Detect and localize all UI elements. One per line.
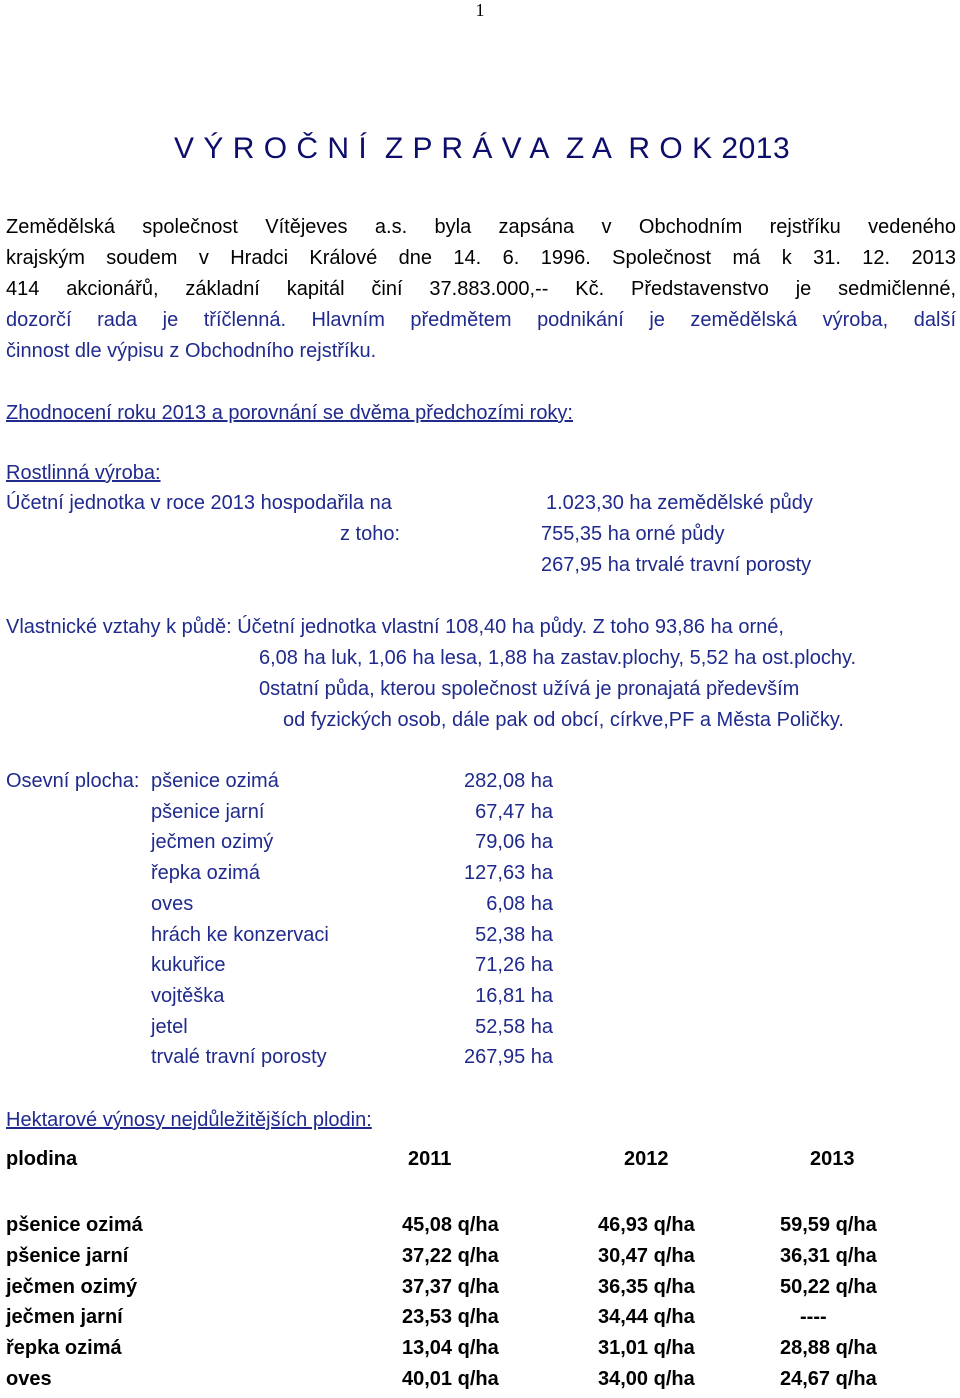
row-yield-value: 24,67 q/ha	[780, 1368, 877, 1390]
sown-crop-name: ječmen ozimý	[151, 831, 274, 854]
sown-crop-area: 71,26 ha	[475, 954, 553, 977]
sown-crop-area: 79,06 ha	[475, 831, 553, 854]
intro-line: dozorčí rada je tříčlenná. Hlavním předmětem podnikání je zemědělská výroba, další	[6, 309, 956, 331]
sown-crop-area: 16,81 ha	[475, 984, 553, 1007]
sown-crop-area: 6,08 ha	[486, 892, 553, 915]
sown-crop-name: pšenice ozimá	[151, 770, 279, 792]
table-row	[0, 1337, 960, 1367]
row-crop-name: pšenice jarní	[6, 1244, 129, 1267]
intro-line: Zemědělská společnost Vítějeves a.s. byla zapsána v Obchodním rejstříku vedeného	[6, 216, 956, 238]
ownership-line: Vlastnické vztahy k půdě: Účetní jednotka vlastní 108,40 ha půdy. Z toho 93,86 ha orné,	[6, 616, 784, 638]
row-yield-value: 28,88 q/ha	[780, 1337, 877, 1360]
land-label: Účetní jednotka v roce 2013 hospodařila na	[6, 492, 392, 514]
table-row	[0, 1368, 960, 1398]
row-crop-name: oves	[6, 1368, 52, 1390]
row-yield-value: 13,04 q/ha	[402, 1337, 499, 1360]
table-row	[0, 1276, 960, 1306]
row-yield-value: 37,22 q/ha	[402, 1244, 499, 1267]
row-yield-value: 23,53 q/ha	[402, 1306, 499, 1329]
sown-crop-area: 127,63 ha	[464, 862, 553, 885]
sown-crop-name: jetel	[151, 1015, 188, 1038]
intro-line: krajským soudem v Hradci Králové dne 14. 6. 1996. Společnost má k 31. 12. 2013	[6, 247, 956, 269]
column-header-2012: 2012	[624, 1148, 669, 1170]
yields-heading: Hektarové výnosy nejdůležitějších plodin:	[6, 1109, 372, 1131]
row-yield-value: 50,22 q/ha	[780, 1275, 877, 1298]
sown-crop-name: kukuřice	[151, 954, 226, 977]
row-yield-value: 37,37 q/ha	[402, 1275, 499, 1298]
table-row	[0, 1306, 960, 1336]
row-crop-name: ječmen ozimý	[6, 1275, 138, 1298]
row-yield-value: ----	[800, 1306, 827, 1329]
row-yield-value: 40,01 q/ha	[402, 1368, 499, 1390]
ownership-line: od fyzických osob, dále pak od obcí, církve,PF a Města Poličky.	[283, 709, 844, 731]
sown-crop-area: 67,47 ha	[475, 800, 553, 823]
table-row	[0, 1214, 960, 1244]
intro-paragraph	[6, 212, 956, 367]
row-yield-value: 30,47 q/ha	[598, 1244, 695, 1267]
intro-line: 414 akcionářů, základní kapitál činí 37.883.000,-- Kč. Představenstvo je sedmičlenné,	[6, 278, 956, 300]
sown-crop-name: trvalé travní porosty	[151, 1046, 327, 1069]
sown-crop-name: vojtěška	[151, 984, 225, 1007]
sown-crop-name: hrách ke konzervaci	[151, 923, 329, 946]
land-of-which-label: z toho:	[340, 523, 401, 545]
column-header-2011: 2011	[408, 1148, 452, 1170]
row-crop-name: řepka ozimá	[6, 1337, 122, 1360]
page-number: 1	[475, 0, 485, 20]
row-crop-name: ječmen jarní	[6, 1306, 123, 1329]
sown-crop-area: 267,95 ha	[464, 1046, 553, 1069]
column-header-2013: 2013	[810, 1148, 855, 1170]
sown-crop-name: pšenice jarní	[151, 800, 265, 823]
land-grassland-value: 267,95 ha trvalé travní porosty	[541, 554, 812, 576]
sown-crop-name: řepka ozimá	[151, 862, 260, 885]
row-yield-value: 59,59 q/ha	[780, 1214, 877, 1236]
sown-crop-area: 52,58 ha	[475, 1015, 553, 1038]
plant-production-heading: Rostlinná výroba:	[6, 462, 161, 484]
ownership-line: 6,08 ha luk, 1,06 ha lesa, 1,88 ha zastav.plochy, 5,52 ha ost.plochy.	[259, 647, 857, 669]
evaluation-heading: Zhodnocení roku 2013 a porovnání se dvěma předchozími roky:	[6, 402, 573, 424]
row-yield-value: 34,00 q/ha	[598, 1368, 695, 1390]
row-yield-value: 36,31 q/ha	[780, 1244, 877, 1267]
row-yield-value: 36,35 q/ha	[598, 1275, 695, 1298]
page-title: V Ý R O Č N Í Z P R Á V A Z A R O K 2013	[174, 132, 791, 165]
row-yield-value: 45,08 q/ha	[402, 1214, 499, 1236]
land-arable-value: 755,35 ha orné půdy	[541, 523, 725, 545]
column-header-crop: plodina	[6, 1148, 78, 1170]
land-total-value: 1.023,30 ha zemědělské půdy	[546, 492, 813, 514]
row-yield-value: 31,01 q/ha	[598, 1337, 695, 1360]
yields-table-header	[0, 1148, 960, 1178]
sown-crop-name: oves	[151, 892, 194, 915]
sown-crop-area: 52,38 ha	[475, 923, 553, 946]
sown-area-label: Osevní plocha:	[6, 770, 140, 792]
intro-line: činnost dle výpisu z Obchodního rejstříku.	[6, 340, 377, 362]
row-crop-name: pšenice ozimá	[6, 1214, 143, 1236]
ownership-line: 0statní půda, kterou společnost užívá je pronajatá především	[259, 678, 800, 700]
table-row	[0, 1245, 960, 1275]
sown-crop-area: 282,08 ha	[464, 770, 553, 792]
row-yield-value: 34,44 q/ha	[598, 1306, 695, 1329]
row-yield-value: 46,93 q/ha	[598, 1214, 695, 1236]
